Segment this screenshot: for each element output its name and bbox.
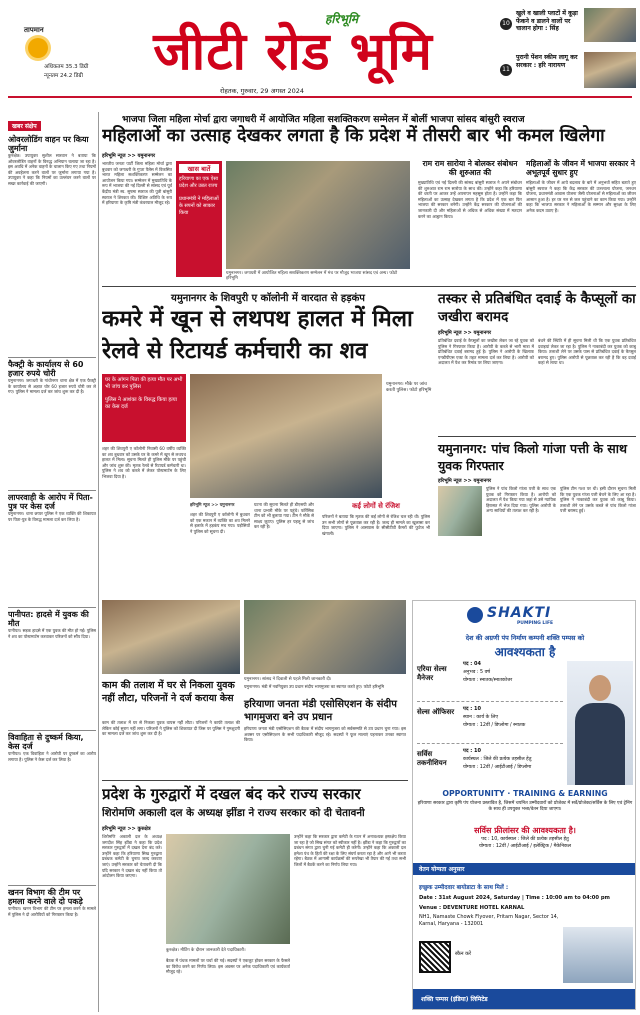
ganja-photo (438, 486, 482, 536)
edition-label: तापमान (24, 26, 44, 34)
khas-label: खास बातें (179, 164, 219, 173)
crime-bullets (102, 374, 186, 442)
ganja-rule (438, 436, 636, 437)
ganja-story (438, 436, 636, 586)
brief-headline: खनन विभाग की टीम पर हमला करने वाले दो पकड़े (8, 888, 83, 906)
brief-item (8, 490, 96, 603)
drugs-byline: हरिभूमि न्यूज >> यमुनानगर (438, 330, 492, 336)
ad-freelancer-details: पद : 10, कार्यस्थल : जिले की प्रत्येक तहसील हेतु योग्यता : 12वीं / आईटीआई / इलेक्ट्रिक / मैकेनिकल (479, 837, 571, 849)
shakti-logo-icon (467, 607, 483, 623)
ad-freelancer: सर्विस फ्रीलांसर की आवश्यकता है। (474, 826, 576, 835)
gurdwara-body-3: उन्होंने कहा कि सरकार द्वारा कमेटी के गठन में अनावश्यक हस्तक्षेप किया जा रहा है जो सिख संगत को स्वीकार नहीं है। झींडा ने कहा कि गुरुद्वारों का प्रबंधन संगत द्वारा चुनी गई कमेटी ही करेगी। उन्होंने कहा कि अकाली दल हमेशा पंथ के हितों की रक्षा के लिए संघर्ष करता रहा है और आगे भी करता रहेगा। बैठक में आगामी कार्यक्रमों की रूपरेखा भी तैयार की गई तथा सभी जिलों में बैठकें करने का निर्णय लिया गया। (294, 834, 406, 867)
top-story-headline: महिलाओं का उत्साह देखकर लगता है कि प्रदेश में तीसरी बार भी कमल खिलेगा (102, 126, 605, 146)
teaser-text: खुले व खाली प्लाटों में कूड़ा फेंकने व डालने वालों पर चालान होगा : सिंह (516, 10, 578, 32)
gurdwara-photo (166, 834, 290, 944)
bullet-point: घर के आंगन पिता की हत्या मौत पर अभी भी जांच कर पुलिस (105, 377, 183, 390)
ad-line-2: आवश्यकता है (494, 645, 556, 659)
brief-item (8, 607, 96, 726)
bullet-point: पुलिस ने आशंका के विरुद्ध किया हत्या का केस दर्ज (105, 397, 177, 410)
khas-point: प्रधानमंत्री ने महिलाओं के सपनों को साकार किया (179, 196, 219, 216)
side-tag: कई लोगों से रंजिश (352, 502, 400, 510)
union-body: हरियाणा जनता मंडी एसोसिएशन की बैठक में संदीप भागमुजरा को सर्वसम्मति से उप प्रधान चुना गया। इस अवसर पर एसोसिएशन के सभी पदाधिकारी मौजूद रहे। सदस्यों ने फूल मालाएं पहनाकर उनका स्वागत किया। (244, 726, 406, 743)
brief-text: पानीपत। खनन विभाग की टीम पर हमला करने के मामले में पुलिस ने दो आरोपियों को गिरफ्तार किया है। (8, 906, 96, 917)
missing-headline: काम की तलाश में घर से निकला युवक नहीं लौटा, परिजनों ने दर्ज कराया केस (102, 680, 235, 704)
role-qual: योग्यता : 12वीं / आईटीआई / डिप्लोमा (463, 765, 532, 770)
role-title: सर्विस तकनीशियन (417, 750, 447, 767)
top-story-rule (102, 286, 636, 287)
ad-date: Date : 31st August 2024, Saturday | Time : 10:00 am to 04:00 pm (419, 895, 610, 901)
gurdwara-body-2: बैठक में पंथक मामलों पर चर्चा की गई। सदस्यों ने एकजुट होकर सरकार के फैसले का विरोध करने का निर्णय लिया। इस अवसर पर अनेक पदाधिकारी एवं कार्यकर्ता मौजूद रहे। (166, 958, 290, 975)
crime-kicker: यमुनानगर के शिवपुरी ए कॉलोनी में वारदात से हड़कंप (171, 293, 365, 304)
side-body: मुख्यातिथि एवं नई दिल्ली की सांसद बांसुरी स्वराज ने अपने संबोधन की शुरुआत राम राम सारोया के साथ की। उन्होंने कहा कि हरियाणा की धरती पर आकर उन्हें अपनापन महसूस होता है। उन्होंने कहा कि महिलाओं का उत्साह देखकर लगता है कि प्रदेश में एक बार फिर भाजपा की सरकार बनेगी। उन्होंने केंद्र सरकार की योजनाओं की जानकारी दी और महिलाओं से अधिक से अधिक संख्या में मतदान करने का आह्वान किया। (418, 180, 522, 219)
top-story (102, 110, 636, 288)
ad-brand: SHAKTI (487, 605, 552, 621)
teaser-number: 11 (500, 64, 512, 76)
brief-text: पानीपत। सड़क हादसे में एक युवक की मौत हो गई। पुलिस ने शव का पोस्टमार्टम करवाकर परिजनों को सौंप दिया। (8, 628, 96, 639)
role-qual: योग्यता : 12वीं / डिप्लोमा / स्नातक (463, 723, 526, 728)
right-body: महिलाओं के जीवन में आये बदलाव के बारे में अनुभवों सहित बताते हुए बांसुरी स्वराज ने कहा कि केंद्र सरकार की उज्ज्वला योजना, जनधन योजना, प्रधानमंत्री आवास योजना जैसी योजनाओं से महिलाओं का जीवन आसान हुआ है। हर घर नल से जल पहुंचाने का काम किया गया। उन्होंने कहा कि भाजपा सरकार ने महिलाओं के सम्मान और सुरक्षा के लिए अनेक कदम उठाए हैं। (526, 180, 636, 213)
photo-strip-caption: यमुनानगर। सांसद ने दिवाली से पहले मिली जानकारी दी। (244, 677, 332, 682)
ad-qr-text: स्कैन करें (455, 951, 472, 957)
weather-box (14, 26, 90, 86)
gurdwara-caption: कुरुक्षेत्र। मीटिंग के दौरान जानकारी देते पदाधिकारी। (166, 948, 246, 953)
ganja-body-2: पुलिस टीम गश्त पर थी। इसी दौरान सूचना मिली कि एक युवक गांजा पत्ती बेचने के लिए आ रहा है। पुलिस ने नाकाबंदी कर युवक को काबू किया। तलाशी लेने पर उसके कब्जे से पांच किलो गांजा पत्ती बरामद हुई। (560, 486, 636, 514)
crime-headline-2: रेलवे से रिटायर्ड कर्मचारी का शव (102, 338, 368, 364)
drugs-headline: तस्कर से प्रतिबंधित दवाई के कैप्सूलों का जखीरा बरामद (438, 291, 636, 325)
drugs-body-2: बंधने की स्थिति में ही सूचना मिली थी कि एक युवक प्रतिबंधित दवाइयां लेकर जा रहा है। पुलिस ने नाकाबंदी कर युवक को काबू किया। तलाशी लेने पर उसके पास से प्रतिबंधित दवाई के कैप्सूल बरामद हुए। पुलिस आरोपी से पूछताछ कर रही है कि वह दवाई कहां से लाया था। (538, 338, 636, 366)
crime-body-1: शहर की शिवपुरी ए कॉलोनी निवासी 60 वर्षीय व्यक्ति का शव बुधवार को उसके घर के कमरे में खून से लथपथ हालत में मिला। सूचना मिलते ही पुलिस मौके पर पहुंची और जांच शुरू की। मृतक रेलवे से रिटायर्ड कर्मचारी था। पुलिस ने शव को कब्जे में लेकर पोस्टमार्टम के लिए भिजवा दिया है। (102, 446, 186, 479)
brief-text: यमुनानगर। जगाधरी के गांधीनगर थाना क्षेत्र में एक फैक्ट्री के कार्यालय से अज्ञात चोर 60 हजार रुपये चोरी कर ले गए। पुलिस ने मामला दर्ज कर जांच शुरू कर दी है। (8, 378, 96, 395)
teaser-2[interactable] (500, 52, 636, 90)
gurdwara-byline: हरिभूमि न्यूज >> कुरुक्षेत्र (102, 826, 151, 832)
missing-story (102, 600, 240, 776)
role-pad: पद : 10 (463, 706, 481, 712)
ad-role (417, 701, 563, 741)
ad-salary-bar (413, 863, 636, 875)
ad-role (417, 743, 563, 783)
ad-role (417, 659, 563, 699)
brief-item (8, 357, 96, 486)
dateline: रोहतक, गुरुवार, 29 अगस्त 2024 (220, 87, 305, 95)
brief-headline: फैक्ट्री के कार्यालय से 60 हजार रुपये चोरी (8, 360, 84, 378)
top-story-body: भारतीय जनता पार्टी जिला महिला मोर्चा द्वारा बुधवार को जगाधरी के गुप्ता पैलेस में विकसित भारत महिला सशक्तिकरण सम्मेलन का आयोजन किया गया। सम्मेलन में मुख्यातिथि के रूप में भाजपा की नई दिल्ली से सांसद एवं पूर्व केंद्रीय मंत्री स्व. सुषमा स्वराज की पुत्री बांसुरी स्वराज ने शिरकत की। विशिष्ट अतिथि के रूप में हरियाणा के कृषि मंत्री कंवरपाल मौजूद रहे। (102, 161, 172, 206)
crime-story (102, 290, 434, 586)
shakti-ad[interactable] (412, 600, 636, 1010)
top-story-kicker: भाजपा जिला महिला मोर्चा द्वारा जगाधरी में आयोजित महिला सशक्तिकरण सम्मेलन में बोलीं भाजपा सांसद बांसुरी स्वराज (122, 114, 525, 125)
ad-opportunity: OPPORTUNITY · TRAINING & EARNING (442, 789, 608, 798)
ad-tagline: शक्ति पम्पस (इंडिया) लिमिटेड (421, 996, 488, 1003)
brief-text: कुरुक्षेत्र। उपायुक्त सुशील सारवान ने बताया कि ओवरलोडिंग वाहनों के विरुद्ध अभियान चलाया जा रहा है। इस अवधि में अनेक वाहनों के चालान किए गए तथा नियमों की अवहेलना करने वालों पर जुर्माना लगाया गया है। उपायुक्त ने कहा कि नियमों का उल्लंघन करने वालों पर सख्त कार्रवाई की जाएगी। (8, 153, 96, 186)
brief-text: पानीपत। एक विवाहिता ने आरोपी पर दुष्कर्म का आरोप लगाया है। पुलिस ने केस दर्ज कर लिया है। (8, 751, 96, 762)
brief-item (8, 885, 96, 976)
model-body (575, 703, 625, 785)
teaser-text: पुरानी पेंशन स्कीम लागू कर सरकार : हरि नारायण (516, 54, 578, 69)
brief-headline: पानीपत: हादसे में युवक की मौत (8, 610, 89, 628)
union-story (244, 600, 406, 776)
min-temp: न्यूनतम 24.2 डिग्री (44, 73, 83, 79)
ad-interview: इच्छुक उम्मीदवार बायोडाटा के साथ मिलें : (419, 885, 509, 891)
crime-body-5: परिजनों ने बताया कि मृतक की कई लोगों से रंजिश चल रही थी। पुलिस उन सभी लोगों से पूछताछ कर रही है। जल्द ही मामले का खुलासा कर दिया जाएगा। पुलिस ने आसपास के सीसीटीवी कैमरों की फुटेज भी खंगाली। (322, 514, 430, 536)
union-caption: यमुनानगर। मंडी में नवनियुक्त उप प्रधान संदीप भागमुजरा का स्वागत करते हुए। फोटो हरिभूमि (244, 684, 385, 689)
missing-photo (102, 600, 240, 674)
crime-body-3: शहर की शिवपुरी ए कॉलोनी में बुधवार को एक मकान में व्यक्ति का शव मिलने से इलाके में हड़कंप मच गया। पड़ोसियों ने पुलिस को सूचना दी। (190, 512, 250, 534)
top-story-byline: हरिभूमि न्यूज >> यमुनानगर (102, 153, 156, 159)
max-temp: अधिकतम 35.3 डिग्री (44, 64, 89, 70)
crime-body-4: घटना की सूचना मिलते ही डीएसपी और थाना प्रभारी मौके पर पहुंचे। फॉरेंसिक टीम को भी बुलाया गया। टीम ने मौके से साक्ष्य जुटाए। पुलिस हर पहलू से जांच कर रही है। (254, 502, 314, 530)
ad-venue: Venue : DEVENTURE HOTEL KARNAL (419, 905, 525, 911)
crime-photo (190, 374, 382, 498)
crime-headline-1: कमरे में खून से लथपथ हालत में मिला (102, 306, 413, 332)
gurdwara-headline: प्रदेश के गुरुद्वारों में दखल बंद करे राज्य सरकार (102, 785, 361, 803)
crime-body-2: हरिभूमि न्यूज >> यमुनानगर (190, 502, 235, 507)
top-story-caption: यमुनानगर। जगाधरी में आयोजित महिला सशक्तिकरण सम्मेलन में मंच पर मौजूद भाजपा सांसद एवं अन्य। फोटो हरिभूमि (226, 271, 398, 281)
role-title: सेल्स ऑफिसर (417, 708, 455, 716)
section-label: खबर संक्षेप (8, 121, 41, 131)
brief-headline: ओवरलोडिंग वाहन पर किया जुर्माना (8, 135, 89, 153)
khas-point: हरियाणा का एक ऐसा प्रदेश और उन्नत राज्य (179, 176, 219, 189)
role-pad: पद : 04 (463, 661, 481, 667)
brief-item (8, 730, 96, 881)
drugs-story (438, 290, 636, 432)
ad-model-photo (567, 661, 633, 785)
role-exp: स्थान : कार्य के लिए (463, 715, 498, 720)
ad-footer (413, 989, 636, 1009)
teaser-photo (584, 8, 636, 42)
teaser-number: 10 (500, 18, 512, 30)
role-pad: पद : 10 (463, 748, 481, 754)
masthead (0, 0, 640, 98)
role-exp: कार्यस्थल : जिले की प्रत्येक तहसील हेतु (463, 757, 532, 762)
gurdwara-body-1: शिरोमणि अकाली दल के अध्यक्ष जगदीश सिंह झींडा ने कहा कि प्रदेश सरकार गुरुद्वारों में दखल देना बंद करे। उन्होंने कहा कि हरियाणा सिख गुरुद्वारा प्रबंधक कमेटी के चुनाव जल्द करवाए जाएं। उन्होंने सरकार को चेतावनी दी कि यदि सरकार ने दखल बंद नहीं किया तो आंदोलन किया जाएगा। (102, 834, 162, 879)
union-headline: हरियाणा जनता मंडी एसोसिएशन के संदीप भागमुजरा बने उप प्रधान (244, 699, 397, 723)
role-exp: अनुभव : 5 वर्ष (463, 670, 491, 675)
role-title: एरिया सेल्स मैनेजर (417, 665, 447, 682)
union-photo (244, 600, 406, 674)
crime-caption: यमुनानगर। मौके पर जांच करती पुलिस। फोटो हरिभूमि (386, 382, 432, 393)
teaser-photo (584, 52, 636, 88)
masthead-title: जीटी रोड भूमि (153, 22, 433, 82)
teaser-1[interactable] (500, 8, 636, 44)
gurdwara-story (102, 780, 408, 1012)
role-qual: योग्यता : स्नातक/स्नातकोत्तर (463, 678, 513, 683)
left-column (8, 113, 96, 1013)
khas-box (176, 161, 222, 277)
column-divider (98, 112, 99, 1012)
ad-salary-label: वेतन योग्यता अनुसार (419, 866, 465, 873)
top-story-photo (226, 161, 410, 269)
gurdwara-rule (102, 780, 408, 781)
ad-pumps-image (563, 927, 633, 983)
ganja-body-1: पुलिस ने पांच किलो गांजा पत्ती के साथ एक युवक को गिरफ्तार किया है। आरोपी को अदालत में पेश किया गया जहां से उसे न्यायिक हिरासत में भेज दिया गया। पुलिस आरोपी के अन्य साथियों की तलाश कर रही है। (486, 486, 556, 514)
sun-icon (28, 38, 48, 58)
ganja-byline: हरिभूमि न्यूज >> यमुनानगर (438, 478, 492, 484)
ad-header (413, 601, 636, 631)
brief-text: यमुनानगर। थाना छप्पर पुलिस ने एक व्यक्ति की शिकायत पर पिता-पुत्र के विरुद्ध मामला दर्ज कर लिया है। (8, 511, 96, 522)
model-head (589, 675, 611, 701)
side-headline: राम राम सारोया ने बोलकर संबोधन की शुरुआत की (422, 159, 518, 177)
brand-small: हरिभूमि (325, 12, 359, 26)
brief-item (8, 135, 96, 353)
missing-body: काम की तलाश में घर से निकला युवक वापस नहीं लौटा। परिजनों ने काफी तलाश की लेकिन कोई सुराग नहीं लगा। परिजनों ने पुलिस को शिकायत दी जिस पर पुलिस ने गुमशुदगी का मामला दर्ज कर जांच शुरू कर दी है। (102, 720, 240, 737)
ad-desc: हरियाणा सरकार द्वारा कृषि पंप योजना प्रस्तावित है, जिसमें चयनित उम्मीदवारों को प्रोजेक्ट में सर्वे/प्रोजेक्ट/सर्विस के लिए एवं ट्रेनिंग के साथ ही उपयुक्त भत्ता/वेतन दिया जाएगा। (417, 801, 633, 812)
qr-code-icon[interactable] (419, 941, 451, 973)
ad-line-1: देश की अग्रणी पंप निर्माण कम्पनी शक्ति पम्पस को (465, 634, 585, 642)
brief-headline: विवाहिता से दुष्कर्म किया, केस दर्ज (8, 733, 84, 751)
brief-headline: लापरवाही के आरोप में पिता-पुत्र पर केस दर्ज (8, 493, 93, 511)
masthead-rule (8, 96, 632, 98)
gurdwara-subhead: शिरोमणि अकाली दल के अध्यक्ष झींडा ने राज्य सरकार को दी चेतावनी (102, 807, 365, 819)
ad-brand-sub: PUMPING LIFE (517, 621, 554, 626)
right-headline: महिलाओं के जीवन में भाजपा सरकार ने अभूतपूर्व सुधार हुए (526, 159, 635, 177)
drugs-body-1: प्रतिबंधित दवाई के कैप्सूलों का जखीरा लेकर जा रहे युवक को पुलिस ने गिरफ्तार किया है। आरोपी के कब्जे से भारी मात्रा में प्रतिबंधित दवाई बरामद हुई है। पुलिस ने आरोपी के खिलाफ एनडीपीएस एक्ट के तहत मामला दर्ज कर लिया है। आरोपी को अदालत में पेश कर रिमांड पर लिया जाएगा। (438, 338, 534, 366)
ganja-headline: यमुनानगर: पांच किलो गांजा पत्ती के साथ युवक गिरफ्तार (438, 441, 627, 473)
ad-address: NH1, Namaste Chowk Flyover, Pritam Nagar, Sector 14, Karnal, Haryana - 132001 (419, 914, 559, 927)
